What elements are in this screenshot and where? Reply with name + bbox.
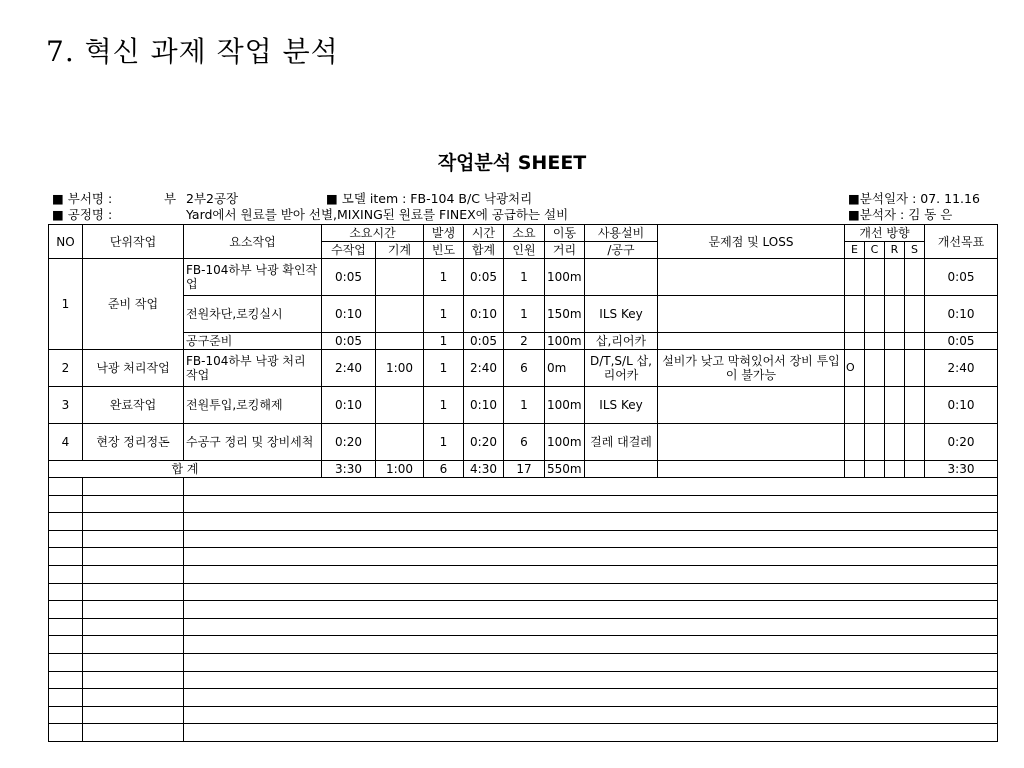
empty-cell [83,478,184,496]
improve-c [865,387,885,424]
move-distance: 100m [545,424,585,461]
people-count: 2 [504,333,545,350]
empty-cell [49,583,83,601]
table-row [49,296,998,333]
improve-s [905,387,925,424]
people-count: 6 [504,350,545,387]
improve-r [885,259,905,296]
problem-loss [658,333,845,350]
header-r: R [885,242,905,259]
header-machine: 기계 [376,242,424,259]
header-equipment-a: 사용설비 [585,225,658,242]
empty-cell [49,565,83,583]
machine-time [376,387,424,424]
people-count: 1 [504,387,545,424]
total-frequency: 6 [424,461,464,478]
header-row-1 [49,225,998,242]
empty-row [49,653,998,671]
empty-row [49,548,998,566]
improve-e [845,333,865,350]
improve-e [845,387,865,424]
time-sum: 0:05 [464,259,504,296]
improve-e: O [845,350,865,387]
dept-label: ■ 부서명 : [52,191,113,206]
improve-s [905,259,925,296]
sheet-title: 작업분석 SHEET [437,152,587,174]
improve-target: 0:10 [925,387,998,424]
improve-c [865,259,885,296]
improve-target: 0:10 [925,296,998,333]
unit-task: 완료작업 [83,387,184,424]
improve-s [905,333,925,350]
element-task: FB-104하부 낙광 확인작업 [184,259,322,296]
element-task: 전원차단,로킹실시 [184,296,322,333]
equipment-tool: 삽,리어카 [585,333,658,350]
empty-cell [49,689,83,707]
empty-cell [184,513,998,531]
machine-time [376,424,424,461]
model-info: ■ 모델 item : FB-104 B/C 낙광처리 [326,191,533,206]
empty-cell [83,513,184,531]
element-task: 전원투입,로킹해제 [184,387,322,424]
move-distance: 100m [545,333,585,350]
empty-cell [83,724,184,742]
empty-row [49,478,998,496]
improve-target: 2:40 [925,350,998,387]
equipment-tool: D/T,S/L 삽,리어카 [585,350,658,387]
move-distance: 0m [545,350,585,387]
row-no: 4 [49,424,83,461]
header-improve-direction: 개선 방향 [845,225,925,242]
empty-cell [184,706,998,724]
empty-cell [49,706,83,724]
header-frequency-b: 빈도 [424,242,464,259]
unit-task: 낙광 처리작업 [83,350,184,387]
empty-row [49,671,998,689]
move-distance: 150m [545,296,585,333]
table-row [49,387,998,424]
people-count: 1 [504,259,545,296]
unit-task: 준비 작업 [83,259,184,350]
empty-cell [184,601,998,619]
header-people-b: 인원 [504,242,545,259]
empty-row [49,618,998,636]
empty-cell [184,618,998,636]
total-people: 17 [504,461,545,478]
improve-r [885,333,905,350]
equipment-tool [585,259,658,296]
improve-r [885,424,905,461]
process-label: ■ 공정명 : [52,207,113,222]
frequency: 1 [424,387,464,424]
people-count: 1 [504,296,545,333]
empty-cell [49,513,83,531]
header-people-a: 소요 [504,225,545,242]
frequency: 1 [424,350,464,387]
process-value: Yard에서 원료를 받아 선별,MIXING된 원료를 FINEX에 공급하는 설비 [186,207,569,222]
header-improve-target: 개선목표 [925,225,998,259]
row-no: 2 [49,350,83,387]
move-distance: 100m [545,259,585,296]
frequency: 1 [424,296,464,333]
empty-row [49,636,998,654]
empty-cell [184,530,998,548]
header-distance-b: 거리 [545,242,585,259]
total-s [905,461,925,478]
improve-target: 0:05 [925,333,998,350]
time-sum: 0:05 [464,333,504,350]
empty-cell [83,530,184,548]
empty-cell [49,724,83,742]
improve-r [885,350,905,387]
total-row [49,461,998,478]
header-unit-task: 단위작업 [83,225,184,259]
people-count: 6 [504,424,545,461]
table-row [49,333,998,350]
header-distance-a: 이동 [545,225,585,242]
empty-cell [184,583,998,601]
improve-s [905,424,925,461]
frequency: 1 [424,424,464,461]
empty-row [49,724,998,742]
header-time-sum-b: 합계 [464,242,504,259]
header-s: S [905,242,925,259]
total-equipment [585,461,658,478]
move-distance: 100m [545,387,585,424]
total-distance: 550m [545,461,585,478]
element-task: 공구준비 [184,333,322,350]
total-manual: 3:30 [322,461,376,478]
empty-row [49,513,998,531]
empty-cell [83,636,184,654]
slide-title: 7. 혁신 과제 작업 분석 [46,35,339,68]
total-c [865,461,885,478]
header-manual: 수작업 [322,242,376,259]
improve-target: 0:05 [925,259,998,296]
header-equipment-b: /공구 [585,242,658,259]
improve-s [905,296,925,333]
total-e [845,461,865,478]
table-row [49,259,998,296]
dept-value: 2부2공장 [186,191,239,206]
improve-c [865,333,885,350]
empty-cell [49,618,83,636]
manual-time: 2:40 [322,350,376,387]
empty-row [49,530,998,548]
frequency: 1 [424,333,464,350]
empty-cell [184,636,998,654]
empty-row [49,601,998,619]
analysis-date: ■분석일자 : 07. 11.16 [848,191,980,206]
empty-cell [83,495,184,513]
improve-c [865,424,885,461]
manual-time: 0:10 [322,387,376,424]
empty-cell [83,653,184,671]
manual-time: 0:05 [322,333,376,350]
empty-row [49,706,998,724]
empty-cell [184,653,998,671]
problem-loss [658,424,845,461]
empty-cell [49,636,83,654]
empty-cell [184,671,998,689]
improve-r [885,296,905,333]
improve-c [865,296,885,333]
empty-cell [49,548,83,566]
empty-cell [83,671,184,689]
element-task: FB-104하부 낙광 처리 작업 [184,350,322,387]
row-no: 1 [49,259,83,350]
empty-cell [184,689,998,707]
problem-loss [658,387,845,424]
problem-loss [658,296,845,333]
empty-cell [49,653,83,671]
improve-c [865,350,885,387]
header-c: C [865,242,885,259]
total-machine: 1:00 [376,461,424,478]
table-row [49,350,998,387]
total-problem [658,461,845,478]
time-sum: 2:40 [464,350,504,387]
header-frequency-a: 발생 [424,225,464,242]
header-element-task: 요소작업 [184,225,322,259]
problem-loss: 설비가 낮고 막혀있어서 장비 투입이 불가능 [658,350,845,387]
empty-cell [83,565,184,583]
total-label: 합 계 [49,461,322,478]
element-task: 수공구 정리 및 장비세척 [184,424,322,461]
improve-s [905,350,925,387]
empty-cell [49,495,83,513]
manual-time: 0:20 [322,424,376,461]
empty-cell [83,601,184,619]
dept-prefix: 부 [164,191,177,206]
time-sum: 0:20 [464,424,504,461]
row-no: 3 [49,387,83,424]
empty-row [49,495,998,513]
improve-e [845,259,865,296]
table-row [49,424,998,461]
empty-cell [184,724,998,742]
empty-row [49,689,998,707]
empty-cell [49,530,83,548]
empty-cell [184,478,998,496]
empty-cell [83,618,184,636]
improve-target: 0:20 [925,424,998,461]
empty-cell [83,706,184,724]
empty-cell [184,565,998,583]
improve-e [845,424,865,461]
header-e: E [845,242,865,259]
header-problem-loss: 문제점 및 LOSS [658,225,845,259]
empty-cell [184,495,998,513]
empty-cell [49,478,83,496]
work-analysis-table [48,224,998,742]
empty-cell [184,548,998,566]
empty-cell [83,548,184,566]
header-time-sum-a: 시간 [464,225,504,242]
equipment-tool: ILS Key [585,296,658,333]
problem-loss [658,259,845,296]
empty-cell [83,583,184,601]
machine-time [376,333,424,350]
analyst: ■분석자 : 김 동 은 [848,207,953,222]
improve-e [845,296,865,333]
equipment-tool: ILS Key [585,387,658,424]
empty-cell [49,671,83,689]
manual-time: 0:10 [322,296,376,333]
empty-cell [83,689,184,707]
equipment-tool: 걸레 대걸레 [585,424,658,461]
manual-time: 0:05 [322,259,376,296]
total-target: 3:30 [925,461,998,478]
time-sum: 0:10 [464,296,504,333]
empty-cell [49,601,83,619]
empty-row [49,565,998,583]
machine-time: 1:00 [376,350,424,387]
unit-task: 현장 정리정돈 [83,424,184,461]
empty-row [49,583,998,601]
machine-time [376,296,424,333]
improve-r [885,387,905,424]
time-sum: 0:10 [464,387,504,424]
total-time-sum: 4:30 [464,461,504,478]
total-r [885,461,905,478]
machine-time [376,259,424,296]
header-no: NO [49,225,83,259]
frequency: 1 [424,259,464,296]
header-time-required: 소요시간 [322,225,424,242]
